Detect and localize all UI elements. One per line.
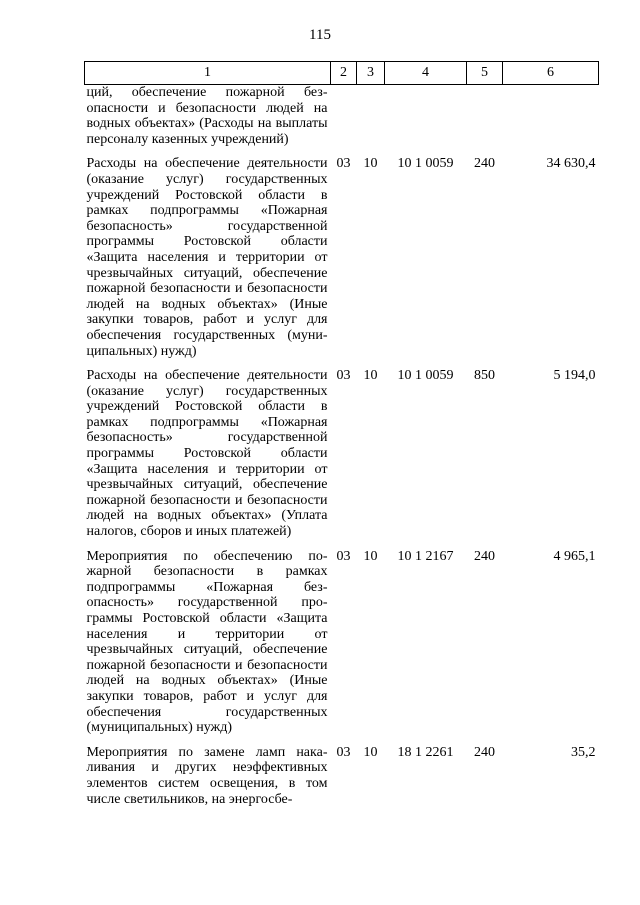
- row-subsection: 10: [363, 368, 378, 384]
- row-target-code: 10 1 0059: [397, 368, 454, 384]
- page-number: 115: [309, 27, 331, 43]
- row-expense-type: 850: [474, 368, 495, 384]
- row-section: 03: [336, 156, 351, 172]
- header-col-3: 3: [357, 62, 385, 85]
- row-description: Расходы на обеспечение деятельности (оказание услуг) государственных учреждений Ростовской области в рамках подпрограммы «Пожарная безопасность» государственной программы Ростовской области «Защита населения и территории от чрезвычайных ситуаций, обеспечение пожарной безопасности и безопасности людей на водных объектах» (Иные закупки товаров, работ и услуг для обеспечения государственных (муниципальных) нужд): [86, 156, 328, 359]
- row-description: ций, обеспечение пожарной безопасности и безопасности людей на водных объектах» (Расходы на выплаты персоналу казенных учреждений): [86, 85, 328, 147]
- header-col-5: 5: [467, 62, 503, 85]
- row-expense-type: 240: [474, 156, 495, 172]
- header-col-1: 1: [85, 62, 331, 85]
- row-subsection: 10: [363, 744, 378, 760]
- table-row: [85, 156, 599, 368]
- row-expense-type: [467, 85, 503, 157]
- row-amount: [503, 85, 599, 157]
- table-row: [85, 745, 599, 807]
- row-description: Мероприятия по обеспечению пожарной безопасности в рамках подпрограммы «Пожарная безопасность» государственной программы Ростовской области «Защита населения и территории от чрезвычайных ситуаций, обеспечение пожарной безопасности и безопасности людей на водных объектах» (Иные закупки товаров, работ и услуг для обеспечения государственных (муниципальных) нужд): [86, 548, 328, 736]
- row-amount: 5 194,0: [553, 368, 596, 384]
- table-row: [85, 85, 599, 157]
- row-section: 03: [336, 368, 351, 384]
- row-subsection: 10: [363, 548, 378, 564]
- row-target-code: 10 1 2167: [397, 548, 454, 564]
- row-description: Мероприятия по замене ламп накаливания и других неэффективных элементов систем освещения, в том числе светильников, на энергосбе-: [86, 744, 328, 807]
- table-row: [85, 368, 599, 549]
- row-amount: 4 965,1: [553, 548, 596, 564]
- table-row: [85, 549, 599, 745]
- row-section: 03: [336, 548, 351, 564]
- table-header-row: [85, 62, 599, 85]
- row-target-code: 18 1 2261: [397, 744, 454, 760]
- row-expense-type: 240: [474, 744, 495, 760]
- row-section: [331, 85, 357, 157]
- row-subsection: 10: [363, 156, 378, 172]
- row-target-code: 10 1 0059: [397, 156, 454, 172]
- row-expense-type: 240: [474, 548, 495, 564]
- row-target-code: [385, 85, 467, 157]
- row-section: 03: [336, 744, 351, 760]
- row-amount: 35,2: [571, 744, 596, 760]
- budget-table: [84, 61, 599, 807]
- row-description: Расходы на обеспечение деятельности (оказание услуг) государственных учреждений Ростовской области в рамках подпрограммы «Пожарная безопасность» государственной программы Ростовской области «Защита населения и территории от чрезвычайных ситуаций, обеспечение пожарной безопасности и безопасности людей на водных объектах» (Уплата налогов, сборов и иных платежей): [86, 368, 328, 540]
- row-subsection: [357, 85, 385, 157]
- header-col-6: 6: [503, 62, 599, 85]
- row-amount: 34 630,4: [546, 156, 596, 172]
- header-col-4: 4: [385, 62, 467, 85]
- header-col-2: 2: [331, 62, 357, 85]
